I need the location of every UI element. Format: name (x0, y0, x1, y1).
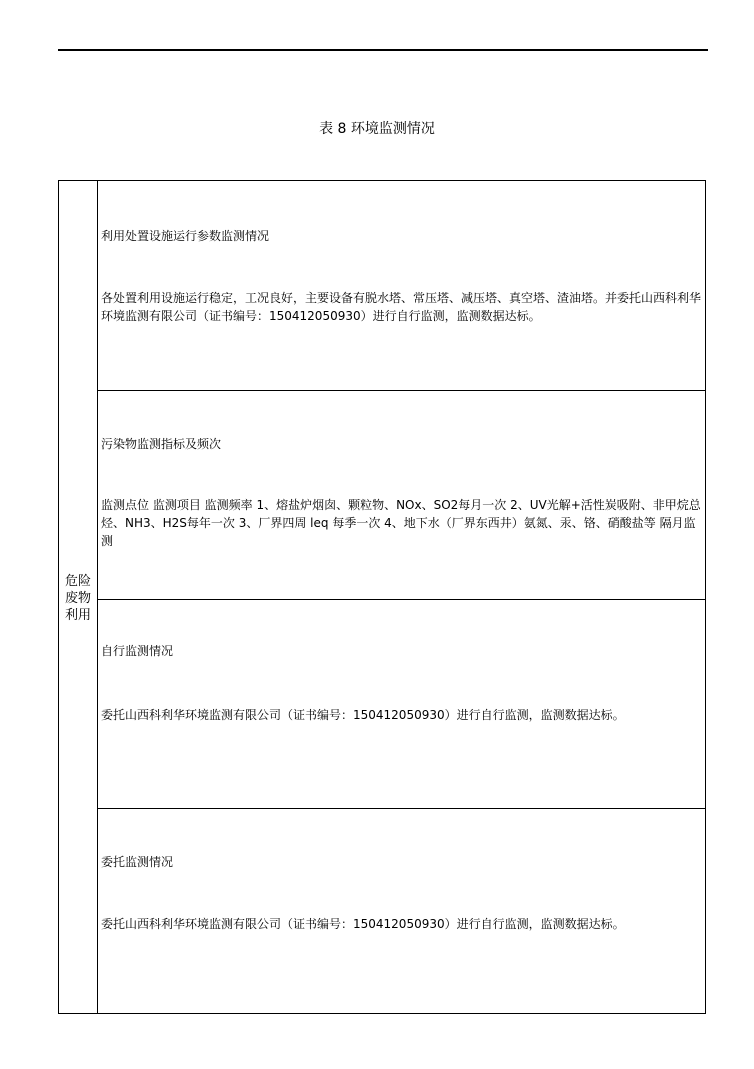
row-header-label (59, 573, 97, 624)
row-header-line: 废物 (64, 591, 91, 606)
section-heading: 自行监测情况 (101, 644, 174, 658)
row-header-line: 利用 (64, 608, 91, 623)
section-pollutant-indicators (98, 390, 705, 599)
section-self-monitoring (98, 599, 705, 808)
header-rule (58, 49, 708, 51)
section-commissioned-monitoring (98, 808, 705, 1015)
section-heading: 利用处置设施运行参数监测情况 (101, 229, 270, 243)
section-body: 各处置利用设施运行稳定，工况良好，主要设备有脱水塔、常压塔、减压塔、真空塔、渣油塔。并委托山西科利华环境监测有限公司（证书编号：150412050930）进行自行监测，监测数据达标。 (101, 291, 702, 323)
section-facility-parameters (98, 181, 705, 390)
monitoring-table (58, 180, 706, 1014)
section-body: 监测点位 监测项目 监测频率 1、熔盐炉烟囱、颗粒物、NOx、SO2每月一次 2、UV光解+活性炭吸附、非甲烷总烃、NH3、H2S每年一次 3、厂界四周 leq 每季一次 4、地下水（厂界东西井）氨氮、汞、铬、硝酸盐等 隔月监测 (101, 498, 701, 548)
section-body: 委托山西科利华环境监测有限公司（证书编号：150412050930）进行自行监测，监测数据达标。 (101, 708, 625, 722)
row-header-cell (59, 181, 98, 1013)
section-body: 委托山西科利华环境监测有限公司（证书编号：150412050930）进行自行监测，监测数据达标。 (101, 917, 625, 931)
table-title: 表 8 环境监测情况 (319, 121, 435, 137)
section-heading: 污染物监测指标及频次 (101, 437, 222, 451)
row-header-line: 危险 (64, 574, 91, 589)
section-heading: 委托监测情况 (101, 855, 174, 869)
